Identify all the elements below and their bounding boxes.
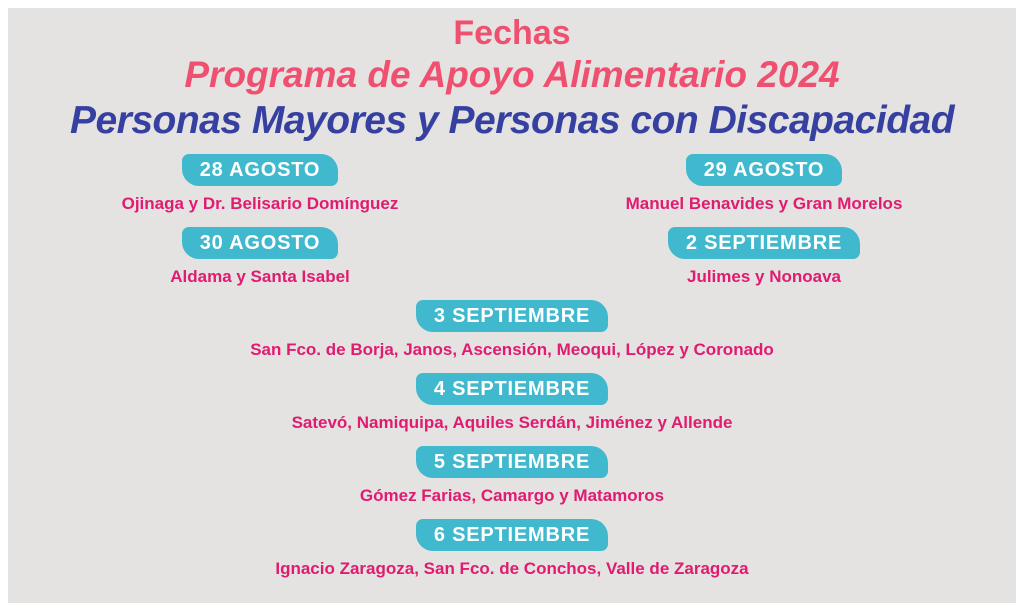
schedule-entry <box>292 373 733 433</box>
schedule-entry <box>360 446 664 506</box>
date-badge: 29 AGOSTO <box>686 154 843 186</box>
locations-text: Julimes y Nonoava <box>686 267 841 287</box>
page-title: Fechas <box>453 14 571 52</box>
schedule-entry <box>122 154 399 214</box>
schedule-entry <box>668 227 860 287</box>
date-badge: 2 SEPTIEMBRE <box>668 227 860 259</box>
schedule-row-3 <box>8 300 1016 373</box>
date-badge: 4 SEPTIEMBRE <box>416 373 608 405</box>
schedule-row-4 <box>8 373 1016 446</box>
schedule-col-left <box>8 227 512 300</box>
schedule-entry <box>170 227 350 287</box>
date-badge: 6 SEPTIEMBRE <box>416 519 608 551</box>
audience-heading: Personas Mayores y Personas con Discapacidad <box>69 98 955 142</box>
schedule-entry <box>250 300 774 360</box>
schedule-col-right <box>512 154 1016 227</box>
program-subtitle: Programa de Apoyo Alimentario 2024 <box>184 54 840 96</box>
flyer-header <box>8 14 1016 142</box>
date-badge: 5 SEPTIEMBRE <box>416 446 608 478</box>
schedule-row-5 <box>8 446 1016 519</box>
locations-text: Gómez Farias, Camargo y Matamoros <box>359 486 665 506</box>
schedule-row-2 <box>8 227 1016 300</box>
schedule-entry <box>275 519 748 579</box>
schedule-row-6 <box>8 519 1016 592</box>
locations-text: Ignacio Zaragoza, San Fco. de Conchos, Valle de Zaragoza <box>275 559 749 579</box>
date-badge: 28 AGOSTO <box>182 154 339 186</box>
schedule-col-left <box>8 154 512 227</box>
locations-text: Satevó, Namiquipa, Aquiles Serdán, Jiménez y Allende <box>291 413 733 433</box>
date-badge: 3 SEPTIEMBRE <box>416 300 608 332</box>
locations-text: Aldama y Santa Isabel <box>170 267 350 287</box>
schedule <box>8 154 1016 592</box>
schedule-col-right <box>512 227 1016 300</box>
locations-text: Manuel Benavides y Gran Morelos <box>625 194 903 214</box>
date-badge: 30 AGOSTO <box>182 227 339 259</box>
locations-text: San Fco. de Borja, Janos, Ascensión, Meoqui, López y Coronado <box>250 340 774 360</box>
schedule-row-1 <box>8 154 1016 227</box>
locations-text: Ojinaga y Dr. Belisario Domínguez <box>121 194 399 214</box>
schedule-entry <box>626 154 903 214</box>
